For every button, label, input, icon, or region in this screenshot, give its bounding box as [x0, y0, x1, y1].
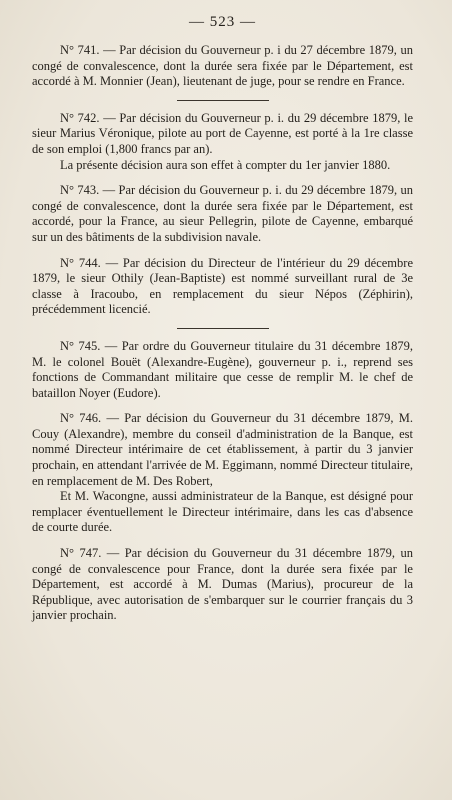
entry-743	[32, 183, 413, 245]
entry-paragraph: N° 743. — Par décision du Gouverneur p. i. du 29 décembre 1879, un congé de convalescence, dont la durée sera fixée par le Département, est accordé, pour la France, au sieur Pellegrin, pilote de Cayenne, embarqué sur un des bâtiments de la subdivision navale.	[32, 183, 413, 244]
separator-rule	[177, 328, 269, 329]
entry-paragraph: Et M. Wacongne, aussi administrateur de la Banque, est désigné pour remplacer éventuellement le Directeur intérimaire, dans les cas d'absence de courte durée.	[32, 489, 413, 535]
entry-paragraph: N° 744. — Par décision du Directeur de l'intérieur du 29 décembre 1879, le sieur Othily (Jean-Baptiste) est nommé surveillant rural de 3e classe à Iracoubo, en remplacement du sieur Népos (Zéphirin), précédemment licencié.	[32, 255, 413, 317]
page-number: — 523 —	[189, 14, 256, 30]
spacer	[32, 536, 413, 546]
entry-paragraph: N° 747. — Par décision du Gouverneur du 31 décembre 1879, un congé de convalescence pour France, dont la durée sera fixée par le Département, est accordé à M. Dumas (Marius), procureur de la République, avec autorisation de s'embarquer sur le courrier français du 3 janvier prochain.	[32, 546, 413, 623]
entry-paragraph: N° 741. — Par décision du Gouverneur p. i du 27 décembre 1879, un congé de convalescence, dont la durée sera fixée par le Département, est accordé à M. Monnier (Jean), lieutenant de juge, pour se rendre en France.	[32, 43, 413, 89]
entry-747	[32, 546, 413, 624]
separator-rule	[177, 100, 269, 101]
entry-746	[32, 411, 413, 536]
entry-paragraph: N° 745. — Par ordre du Gouverneur titulaire du 31 décembre 1879, M. le colonel Bouët (Alexandre-Eugène), gouverneur p. i., reprend ses fonctions de Commandant militaire que cesse de remplir M. le chef de bataillon Noyer (Eudore).	[32, 338, 413, 400]
spacer	[32, 246, 413, 256]
entry-745	[32, 339, 413, 401]
entry-paragraph: N° 746. — Par décision du Gouverneur du 31 décembre 1879, M. Couy (Alexandre), membre du conseil d'administration de la Banque, est nommé Directeur intérimaire de cet établissement, à partir du 3 janvier prochain, en attendant l'arrivée de M. Eggimann, nommé Directeur titulaire, en remplacement de M. Des Robert,	[32, 411, 413, 488]
entry-741	[32, 43, 413, 90]
entry-744	[32, 256, 413, 318]
spacer	[32, 173, 413, 183]
entry-paragraph: N° 742. — Par décision du Gouverneur p. i. du 29 décembre 1879, le sieur Marius Véronique, pilote au port de Cayenne, est porté à la 1re classe de son emploi (1,800 francs par an).	[32, 110, 413, 156]
entry-742	[32, 111, 413, 173]
entry-paragraph: La présente décision aura son effet à compter du 1er janvier 1880.	[60, 157, 391, 172]
spacer	[32, 401, 413, 411]
